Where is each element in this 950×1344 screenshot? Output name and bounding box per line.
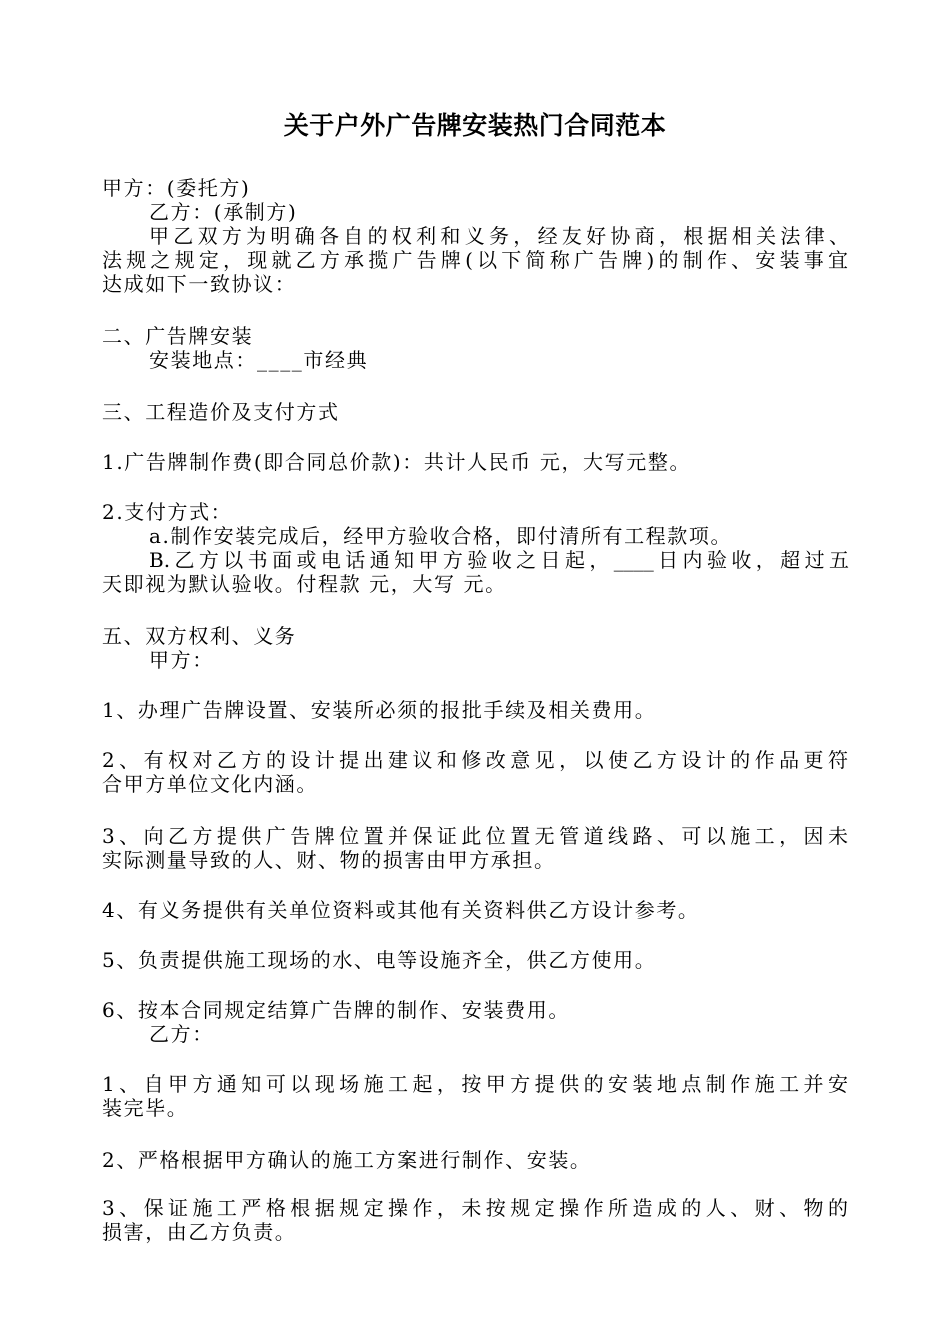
payment-item-b-line-1: B.乙方以书面或电话通知甲方验收之日起，____日内验收，超过五 [149,548,849,572]
party-a-item-2-line-2: 合甲方单位文化内涵。 [102,772,318,796]
party-a-item-3-line-2: 实际测量导致的人、财、物的损害由甲方承担。 [102,848,556,872]
installation-location: 安装地点：____市经典 [149,348,369,372]
section-heading-payment: 三、工程造价及支付方式 [102,400,340,424]
party-b-item-3-line-2: 损害，由乙方负责。 [102,1220,297,1244]
party-b-item-1-line-2: 装完毕。 [102,1096,189,1120]
document-title: 关于户外广告牌安装热门合同范本 [283,111,667,140]
party-a-item-1: 1、办理广告牌设置、安装所必须的报批手续及相关费用。 [102,698,657,722]
party-a-item-2-line-1: 2、有权对乙方的设计提出建议和修改意见，以使乙方设计的作品更符 [102,748,848,772]
preamble-line-3: 达成如下一致协议： [102,272,297,296]
party-a-item-6: 6、按本合同规定结算广告牌的制作、安装费用。 [102,998,570,1022]
clause-fee: 1.广告牌制作费(即合同总价款)：共计人民币 元，大写元整。 [102,450,692,474]
party-b-item-1-line-1: 1、自甲方通知可以现场施工起，按甲方提供的安装地点制作施工并安 [102,1072,848,1096]
party-b-line: 乙方：(承制方) [149,200,298,224]
section-heading-rights: 五、双方权利、义务 [102,624,297,648]
preamble-line-1: 甲乙双方为明确各自的权利和义务，经友好协商，根据相关法律、 [149,224,849,248]
party-a-line: 甲方：(委托方) [102,176,251,200]
party-b-subheading: 乙方： [149,1022,214,1046]
party-b-item-3-line-1: 3、保证施工严格根据规定操作，未按规定操作所造成的人、财、物的 [102,1196,848,1220]
section-heading-installation: 二、广告牌安装 [102,324,254,348]
preamble-line-2: 法规之规定，现就乙方承揽广告牌(以下简称广告牌)的制作、安装事宜 [102,248,848,272]
party-a-item-4: 4、有义务提供有关单位资料或其他有关资料供乙方设计参考。 [102,898,700,922]
clause-payment-method: 2.支付方式： [102,500,233,524]
payment-item-b-line-2: 天即视为默认验收。付程款 元，大写 元。 [102,572,507,596]
party-b-item-2: 2、严格根据甲方确认的施工方案进行制作、安装。 [102,1148,592,1172]
party-a-item-5: 5、负责提供施工现场的水、电等设施齐全，供乙方使用。 [102,948,657,972]
party-a-item-3-line-1: 3、向乙方提供广告牌位置并保证此位置无管道线路、可以施工，因未 [102,824,848,848]
payment-item-a: a.制作安装完成后，经甲方验收合格，即付清所有工程款项。 [149,524,733,548]
party-a-subheading: 甲方： [149,648,214,672]
